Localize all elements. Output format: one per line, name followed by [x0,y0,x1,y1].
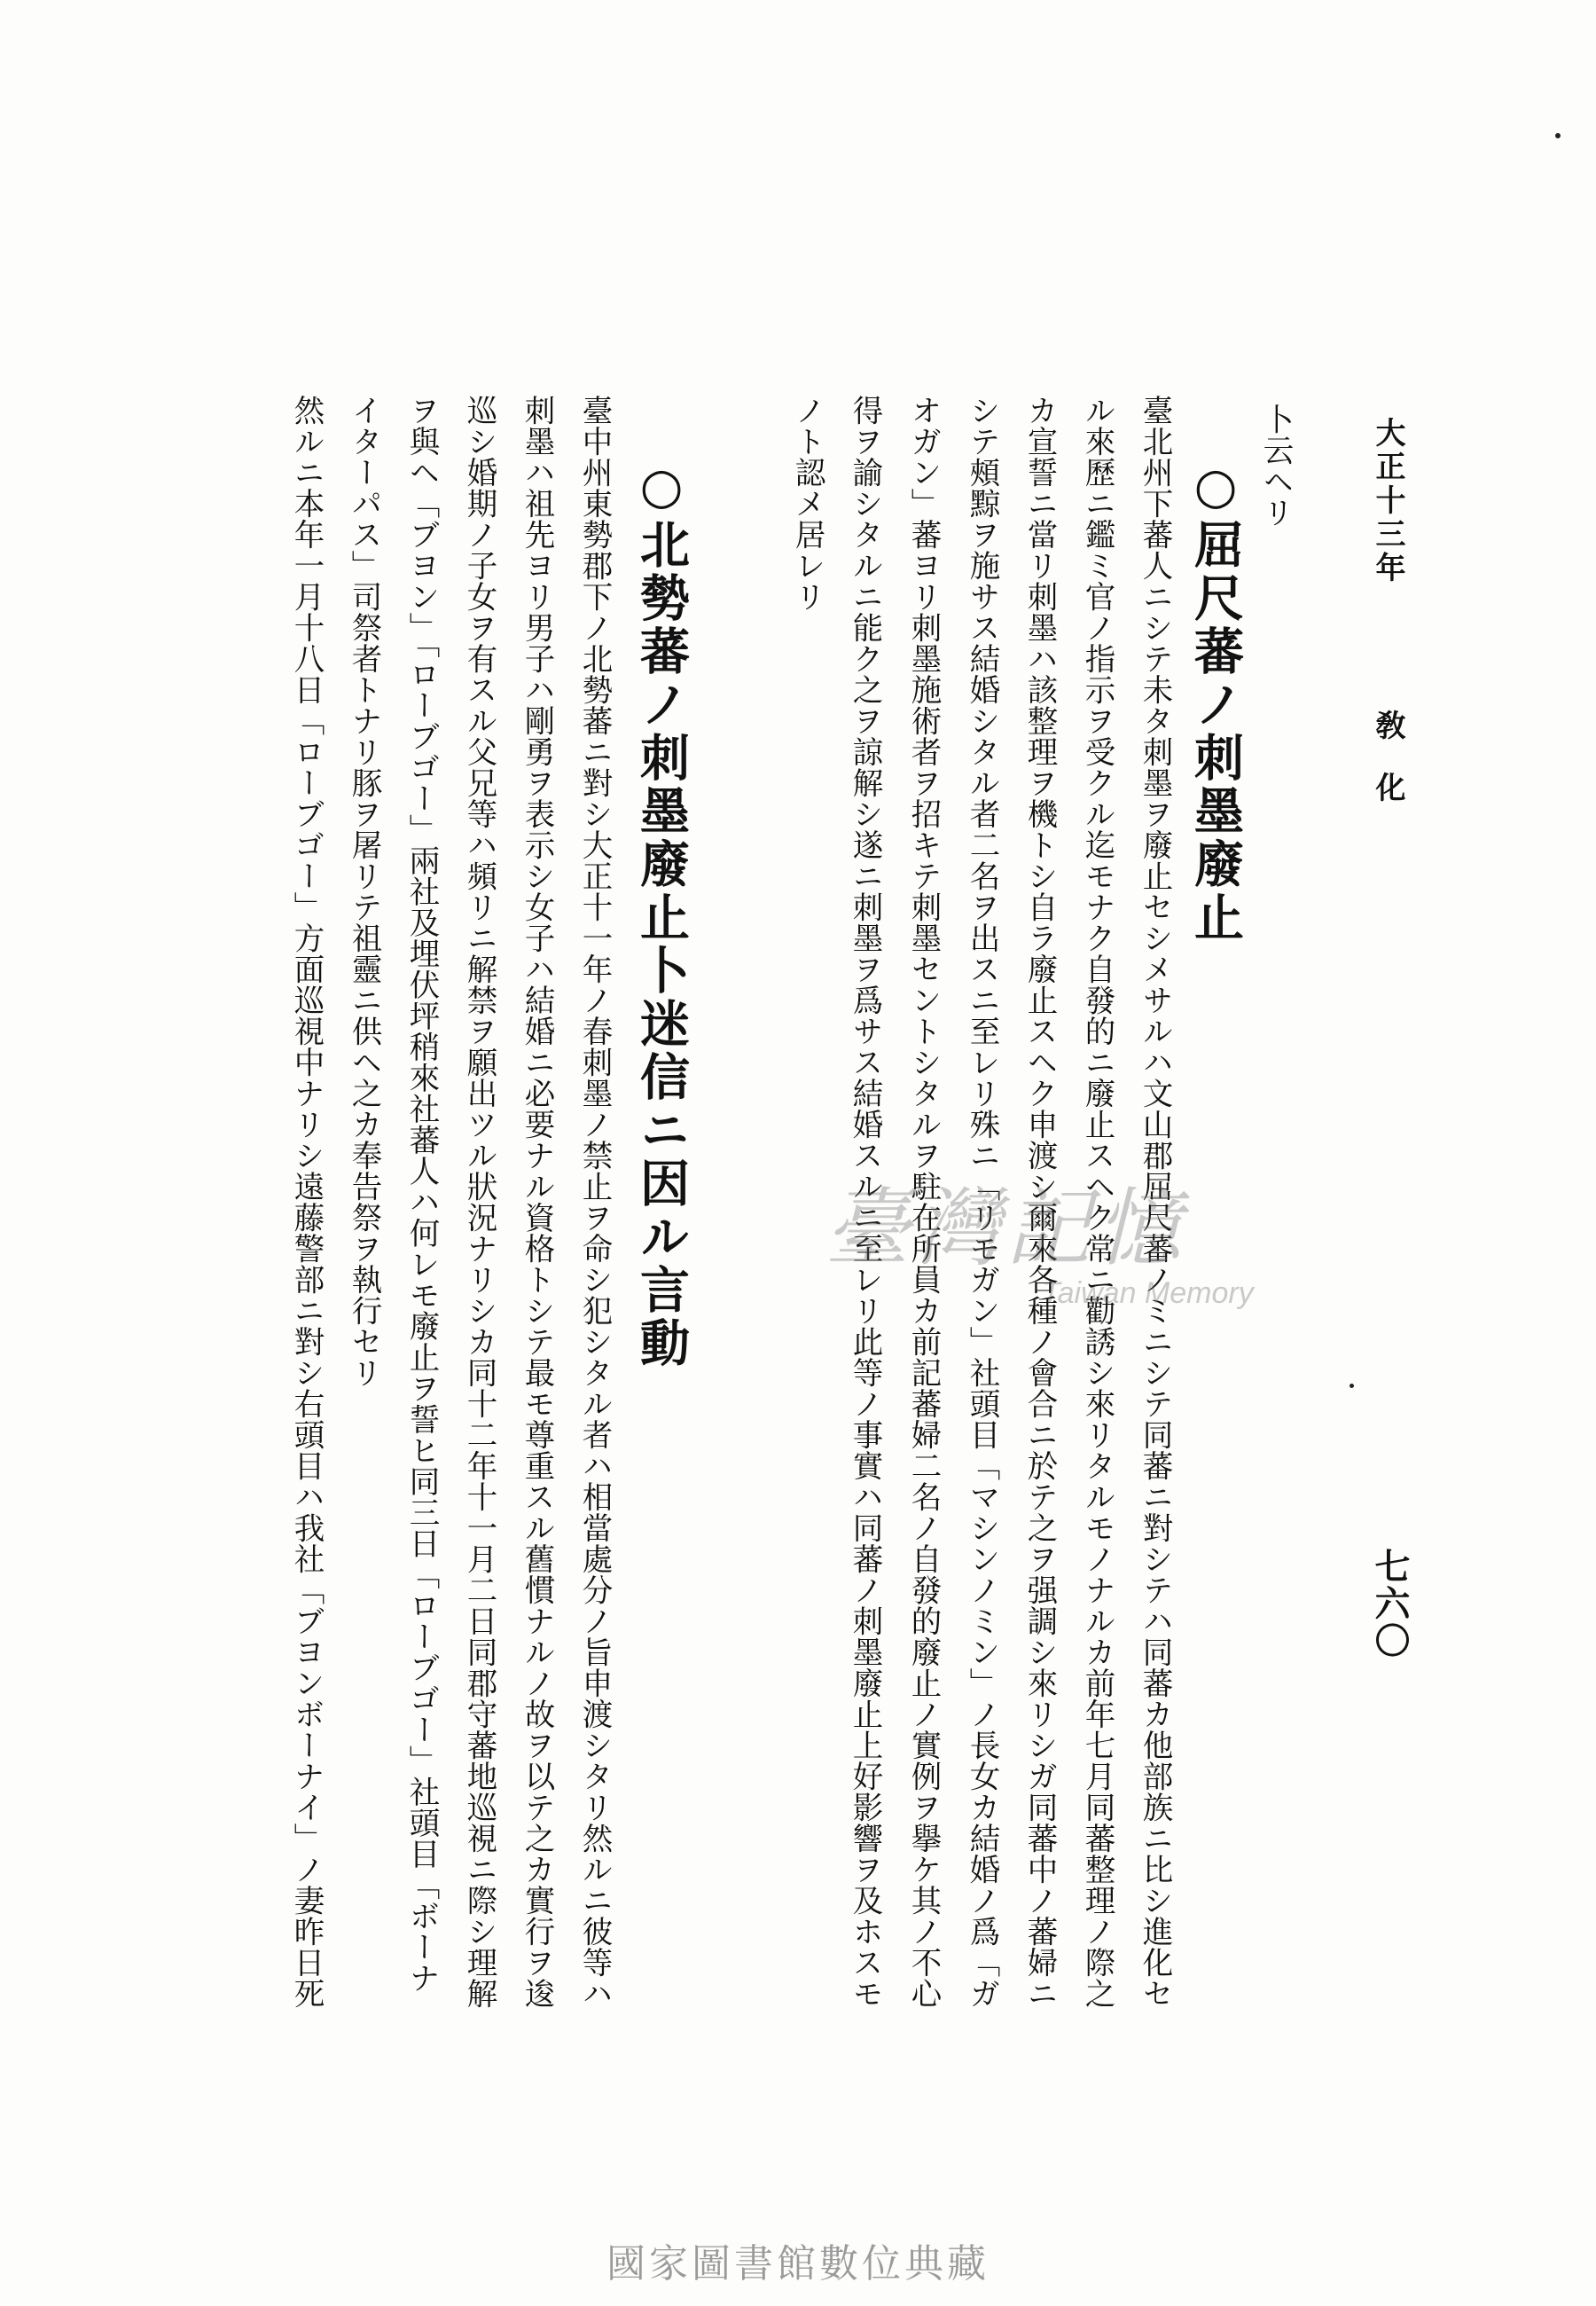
body-column-12: 刺墨ハ祖先ヨリ男子ハ剛勇ヲ表示シ女子ハ結婚ニ必要ナル資格トシテ最モ尊重スル舊慣ナルノ故ヲ以テ之カ實行ヲ逡 [519,395,554,2009]
body-column-3: 臺北州下蕃人ニシテ未タ刺墨ヲ廢止セシメサルハ文山郡屈尺蕃ノミニシテ同蕃ニ對シテハ同蕃カ他部族ニ比シ進化セ [1137,395,1172,2009]
body-column-14: ヲ與ヘ「ブヨン」「ローブゴー」兩社及埋伏坪稍來社蕃人ハ何レモ廢止ヲ誓ヒ同三日「ローブゴー」社頭目「ボーナ [403,395,439,1994]
body-column-15: イターパス」司祭者トナリ豚ヲ屠リテ祖靈ニ供ヘ之カ奉告祭ヲ執行セリ [346,395,381,1388]
body-column-6: シテ頰黥ヲ施サス結婚シタル者二名ヲ出スニ至レリ殊ニ「リモガン」社頭目「マシンノミン」ノ長女カ結婚ノ爲「ガ [964,395,999,2009]
body-column-9: ノト認メ居レリ [789,395,825,612]
body-column-5: カ宣誓ニ當リ刺墨ハ該整理ヲ機トシ自ラ廢止スヘク申渡シ爾來各種ノ會合ニ於テ之ヲ强調シ來リシガ同蕃中ノ蕃婦ニ [1021,395,1057,2009]
scan-speck [1350,1384,1354,1388]
body-column-1: 卜云ヘリ [1257,404,1293,528]
scan-speck [1555,133,1561,138]
library-credit: 國家圖書館數位典藏 [606,2241,990,2286]
watermark-text: 臺灣記憶 [825,1179,1186,1278]
body-column-4: ル來歷ニ鑑ミ官ノ指示ヲ受クル迄モナク自發的ニ廢止スヘク常ニ勸誘シ來リタルモノナルカ前年七月同蕃整理ノ際之 [1079,395,1115,2009]
body-column-13: 巡シ婚期ノ子女ヲ有スル父兄等ハ頻リニ解禁ヲ願出ツル狀況ナリシカ同十二年十一月二日同郡守蕃地巡視ニ際シ理解 [461,395,497,2009]
body-column-16: 然ルニ本年一月十八日「ローブゴー」方面巡視中ナリシ遠藤警部ニ對シ右頭目ハ我社「ブヨンボーナイ」ノ妻昨日死 [288,395,324,2009]
body-column-8: 得ヲ諭シタルニ能ク之ヲ諒解シ遂ニ刺墨ヲ爲サス結婚スルニ至レリ此等ノ事實ハ同蕃ノ刺墨廢止上好影響ヲ及ホスモ [847,395,882,2009]
body-column-7: オガン」蕃ヨリ刺墨施術者ヲ招キテ刺墨セントシタルヲ駐在所員カ前記蕃婦二名ノ自發的廢止ノ實例ヲ擧ケ其ノ不心 [905,395,941,2009]
page-number: 七六〇 [1369,1548,1411,1659]
running-header-section: 敎化 [1370,710,1405,834]
watermark-subtitle: Taiwan Memory [1042,1276,1254,1310]
section-heading-kussaku: ○屈尺蕃ノ刺墨廢止 [1186,457,1245,945]
running-header-title: 大正十三年 [1370,417,1405,585]
section-heading-hokusei: ○北勢蕃ノ刺墨廢止卜迷信ニ因ル言動 [632,457,691,1370]
body-column-11: 臺中州東勢郡下ノ北勢蕃ニ對シ大正十一年ノ春刺墨ノ禁止ヲ命シ犯シタル者ハ相當處分ノ旨申渡シタリ然ルニ彼等ハ [576,395,612,2009]
